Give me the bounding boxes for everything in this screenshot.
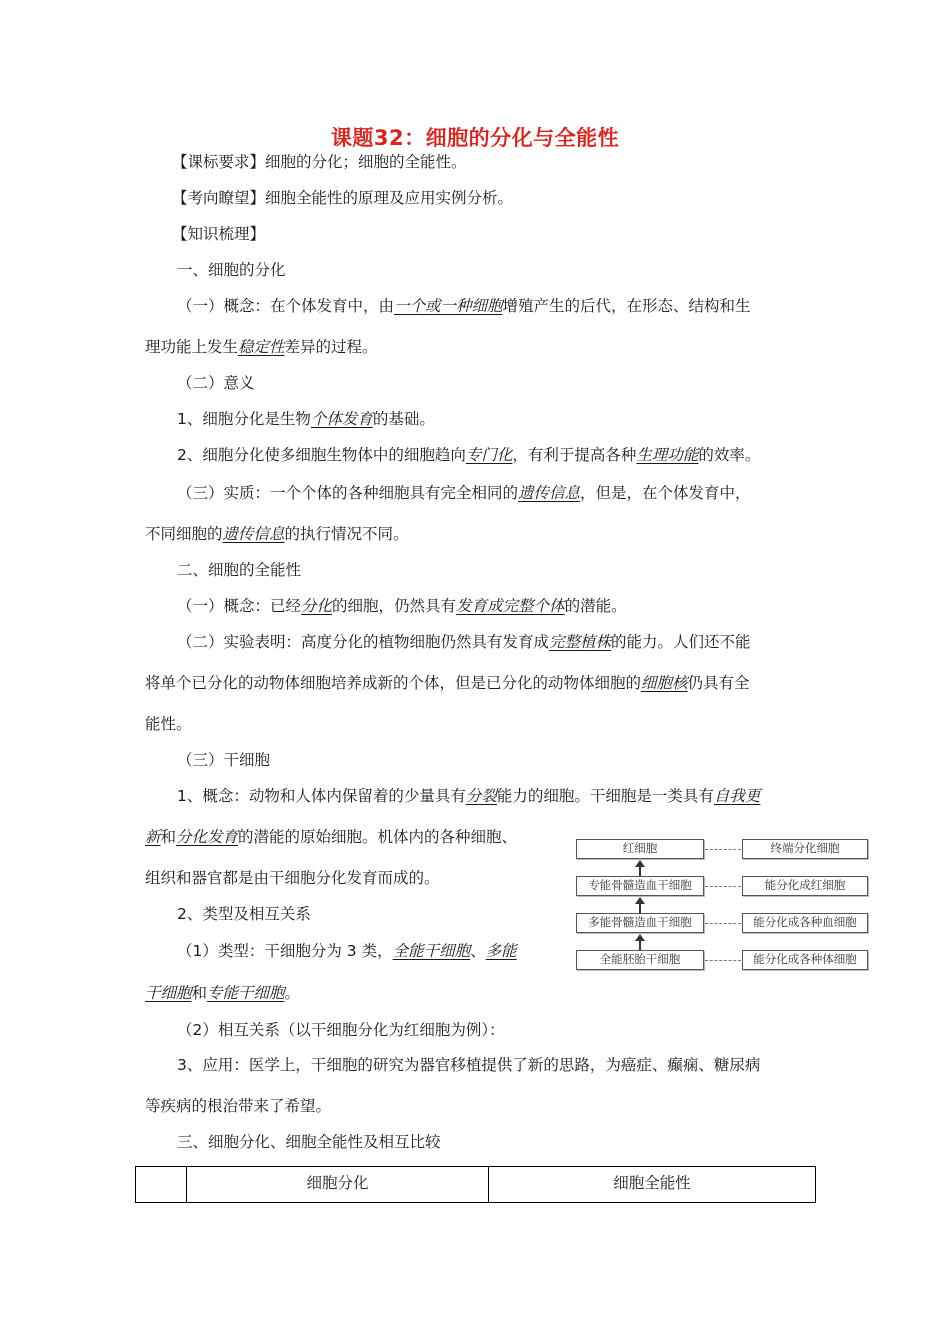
text: 差异的过程。 — [284, 338, 378, 356]
diagram-note-multipotent: 能分化成各种血细胞 — [742, 913, 868, 933]
arrow-shaft — [639, 903, 641, 913]
diagram-node-red-blood-cell: 红细胞 — [576, 839, 704, 859]
text: 。 — [284, 984, 301, 1002]
answer-blank: 全能干细胞 — [392, 942, 471, 960]
section-3-heading: 三、细胞分化、细胞全能性及相互比较 — [177, 1133, 441, 1151]
paragraph-line — [145, 827, 517, 847]
curriculum-requirement: 【课标要求】细胞的分化；细胞的全能性。 — [172, 153, 467, 171]
paragraph-line: 能性。 — [145, 715, 192, 733]
text: （二）实验表明：高度分化的植物细胞仍然具有发育成 — [177, 633, 550, 651]
text: 的能力。人们还不能 — [611, 633, 751, 651]
answer-blank: 多能 — [485, 942, 517, 960]
paragraph-line — [145, 524, 409, 544]
diagram-note-totipotent: 能分化成各种体细胞 — [742, 950, 868, 970]
diagram-node-totipotent: 全能胚胎干细胞 — [576, 950, 704, 970]
paragraph-line — [177, 483, 751, 503]
answer-blank: 细胞核 — [641, 674, 688, 692]
text: 2、细胞分化使多细胞生物体中的细胞趋向 — [177, 446, 466, 464]
subheading: （二）意义 — [177, 374, 255, 392]
text: 能力的细胞。干细胞是一类具有 — [496, 787, 714, 805]
text: （一）概念：已经 — [177, 597, 302, 615]
paragraph-line — [145, 673, 750, 693]
text: 的潜能。 — [564, 597, 627, 615]
table-header-cell: 细胞全能性 — [489, 1167, 816, 1203]
text: 、 — [470, 942, 486, 960]
comparison-table — [135, 1166, 816, 1203]
paragraph-line: 组织和器官都是由干细胞分化发育而成的。 — [145, 869, 440, 887]
diagram-note-terminal: 终端分化细胞 — [742, 839, 868, 859]
paragraph-line — [177, 632, 751, 652]
text: 和 — [160, 828, 177, 846]
section-2-heading: 二、细胞的全能性 — [177, 561, 302, 579]
answer-blank: 分化发育 — [176, 828, 239, 846]
answer-blank: 遗传信息 — [222, 525, 285, 543]
answer-blank: 分化 — [301, 597, 333, 615]
answer-blank: 分裂 — [465, 787, 497, 805]
text: 的潜能的原始细胞。机体内的各种细胞、 — [238, 828, 518, 846]
text: 理功能上发生 — [145, 338, 239, 356]
knowledge-heading: 【知识梳理】 — [172, 225, 266, 243]
text: ，有利于提高各种 — [512, 446, 637, 464]
paragraph-line — [177, 941, 517, 961]
text: ，但是，在个体发育中， — [580, 484, 751, 502]
text: 的效率。 — [698, 446, 761, 464]
paragraph-line — [177, 445, 760, 465]
text: 将单个已分化的动物体细胞培养成新的个体，但是已分化的动物体细胞的 — [145, 674, 642, 692]
paragraph-line — [145, 337, 378, 357]
text: （三）实质：一个个体的各种细胞具有完全相同的 — [177, 484, 519, 502]
text: 和 — [191, 984, 208, 1002]
table-header-row — [136, 1167, 816, 1203]
text: 的基础。 — [372, 410, 435, 428]
paragraph-line: 3、应用：医学上，干细胞的研究为器官移植提供了新的思路，为癌症、癫痫、糖尿病 — [177, 1056, 761, 1074]
paragraph-line: 2、类型及相互关系 — [177, 905, 311, 923]
answer-blank: 自我更 — [713, 787, 761, 805]
text: 增殖产生的后代，在形态、结构和生 — [502, 297, 751, 315]
stem-cell-diagram — [574, 836, 872, 976]
answer-blank: 完整植株 — [549, 633, 612, 651]
paragraph-line — [145, 983, 300, 1003]
dashed-connector — [705, 849, 741, 850]
answer-blank: 生理功能 — [636, 446, 699, 464]
section-1-heading: 一、细胞的分化 — [177, 261, 286, 279]
subheading: （三）干细胞 — [177, 751, 271, 769]
answer-blank: 一个或一种细胞 — [394, 297, 503, 315]
answer-blank: 稳定性 — [238, 338, 285, 356]
page-title: 课题32：细胞的分化与全能性 — [330, 126, 620, 150]
answer-blank: 个体发育 — [310, 410, 373, 428]
table-header-cell — [136, 1167, 187, 1203]
text: 1、细胞分化是生物 — [177, 410, 311, 428]
paragraph-line — [177, 296, 751, 316]
diagram-note-unipotent: 能分化成红细胞 — [742, 876, 868, 896]
text: （1）类型：干细胞分为 3 类， — [177, 942, 393, 960]
text: 仍具有全 — [687, 674, 750, 692]
dashed-connector — [705, 923, 741, 924]
arrow-shaft — [639, 940, 641, 950]
dashed-connector — [705, 960, 741, 961]
paragraph-line: 等疾病的根治带来了希望。 — [145, 1097, 332, 1115]
text: 的细胞，仍然具有 — [332, 597, 457, 615]
dashed-connector — [705, 886, 741, 887]
arrow-shaft — [639, 866, 641, 876]
answer-blank: 专门化 — [465, 446, 513, 464]
paragraph-line — [177, 409, 435, 429]
text: （一）概念：在个体发育中，由 — [177, 297, 395, 315]
answer-blank: 专能干细胞 — [207, 984, 285, 1002]
answer-blank: 干细胞 — [145, 984, 192, 1002]
paragraph-line — [177, 596, 627, 616]
paragraph-line — [177, 786, 760, 806]
answer-blank: 发育成完整个体 — [456, 597, 565, 615]
answer-blank: 新 — [145, 828, 161, 846]
text: 不同细胞的 — [145, 525, 223, 543]
text: 的执行情况不同。 — [284, 525, 409, 543]
diagram-node-multipotent: 多能骨髓造血干细胞 — [576, 913, 704, 933]
diagram-node-unipotent: 专能骨髓造血干细胞 — [576, 876, 704, 896]
table-header-cell: 细胞分化 — [187, 1167, 489, 1203]
answer-blank: 遗传信息 — [518, 484, 581, 502]
text: 1、概念：动物和人体内保留着的少量具有 — [177, 787, 466, 805]
paragraph-line: （2）相互关系（以干细胞分化为红细胞为例）： — [177, 1021, 505, 1039]
exam-outlook: 【考向瞭望】细胞全能性的原理及应用实例分析。 — [172, 189, 514, 207]
